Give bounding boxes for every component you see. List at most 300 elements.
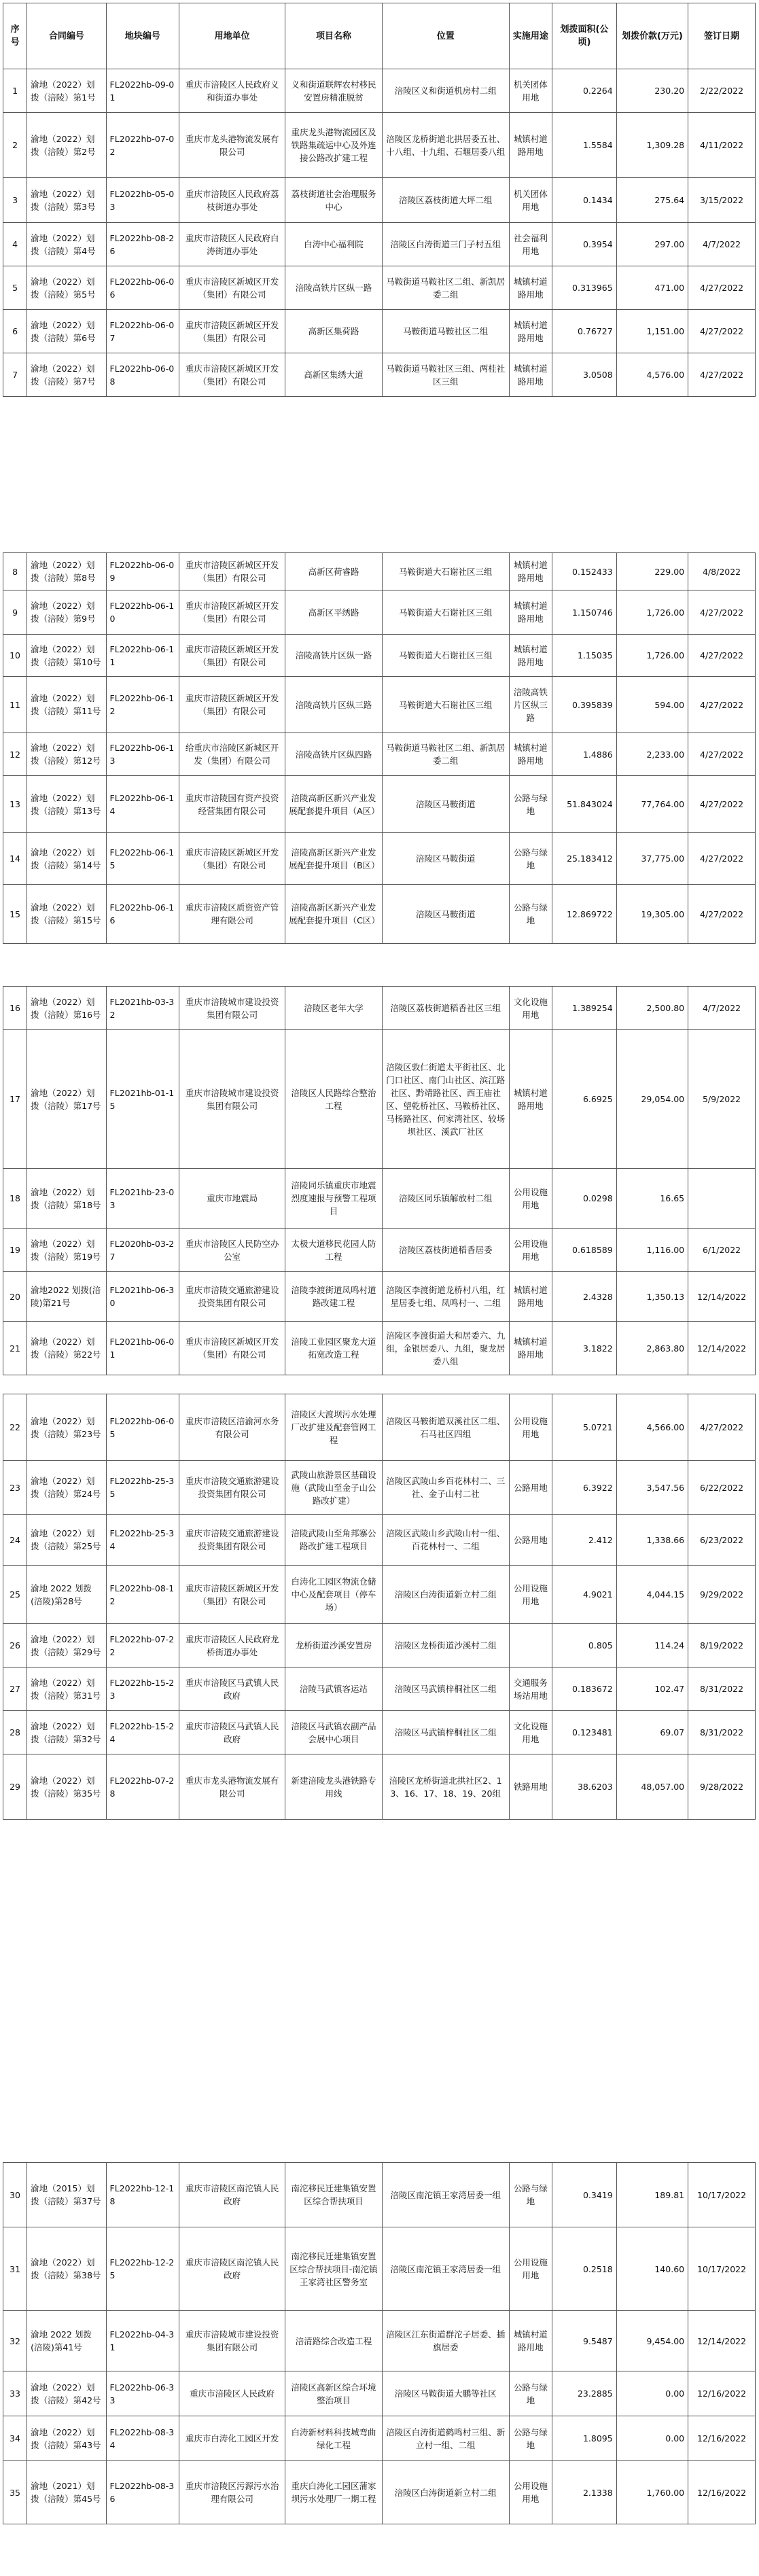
table-row	[3, 776, 756, 833]
cell-price: 1,726.00	[616, 635, 688, 677]
cell-seq: 27	[3, 1668, 27, 1711]
cell-parcel: FL2022hb-08-26	[106, 223, 179, 266]
cell-unit: 重庆市涪陵区人民政府荔枝街道办事处	[179, 178, 285, 223]
cell-price: 77,764.00	[616, 776, 688, 833]
cell-use: 城镇村道路用地	[509, 2311, 552, 2371]
table-row	[3, 223, 756, 266]
cell-location: 马鞍街道马鞍社区三组、两桂社区三组	[382, 353, 509, 397]
cell-location: 涪陵区马鞍街道双溪社区二组、石马社区四组	[382, 1394, 509, 1461]
cell-contract: 渝地（2022）划拨（涪陵）第3号	[27, 178, 106, 223]
cell-parcel: FL2022hb-07-02	[106, 113, 179, 178]
cell-use: 城镇村道路用地	[509, 1030, 552, 1169]
cell-area: 1.4886	[552, 733, 616, 776]
cell-unit: 重庆市龙头港物流发展有限公司	[179, 113, 285, 178]
cell-location: 涪陵区马武镇梓桐社区二组	[382, 1668, 509, 1711]
cell-price: 0.00	[616, 2371, 688, 2416]
land-allocation-table-3	[3, 986, 756, 1375]
cell-contract: 渝地（2021）划拨（涪陵）第45号	[27, 2461, 106, 2524]
cell-project: 涪陵区马武镇农副产品会展中心项目	[285, 1711, 383, 1754]
cell-seq: 29	[3, 1754, 27, 1820]
cell-use: 文化设施用地	[509, 987, 552, 1030]
cell-price: 4,566.00	[616, 1394, 688, 1461]
cell-unit: 重庆市涪陵区人民政府白涛街道办事处	[179, 223, 285, 266]
cell-area: 0.183672	[552, 1668, 616, 1711]
cell-use: 公路与绿地	[509, 2163, 552, 2227]
cell-seq: 20	[3, 1272, 27, 1322]
table-body	[3, 2163, 756, 2524]
cell-use: 公路与绿地	[509, 833, 552, 885]
cell-parcel: FL2022hb-06-07	[106, 310, 179, 353]
cell-use: 城镇村道路用地	[509, 353, 552, 397]
cell-unit: 重庆市涪陵区新城区开发（集团）有限公司	[179, 266, 285, 310]
cell-use: 公路用地	[509, 1515, 552, 1566]
cell-area: 1.389254	[552, 987, 616, 1030]
cell-project: 高新区平绣路	[285, 590, 383, 635]
cell-location: 涪陵区马武镇梓桐社区二组	[382, 1711, 509, 1754]
cell-seq: 24	[3, 1515, 27, 1566]
cell-parcel: FL2022hb-07-22	[106, 1624, 179, 1668]
cell-location: 涪陵区荔枝街道大坪二组	[382, 178, 509, 223]
cell-unit: 重庆市龙头港物流发展有限公司	[179, 1754, 285, 1820]
cell-project: 涪陵同乐镇重庆市地震烈度速报与预警工程项目	[285, 1169, 383, 1229]
cell-price: 297.00	[616, 223, 688, 266]
cell-contract: 渝地（2022）划拨（涪陵）第24号	[27, 1461, 106, 1515]
cell-area: 0.2518	[552, 2227, 616, 2311]
column-header-parcel: 地块编号	[106, 3, 179, 69]
cell-project: 义和街道联辉农村移民安置房精准脱贫	[285, 69, 383, 113]
table-header	[3, 3, 756, 69]
land-allocation-table-4	[3, 1394, 756, 1820]
cell-price: 1,760.00	[616, 2461, 688, 2524]
cell-location: 涪陵区马鞍街道	[382, 833, 509, 885]
cell-location: 涪陵区南沱镇王家湾居委一组	[382, 2227, 509, 2311]
cell-date: 9/29/2022	[688, 1566, 756, 1624]
cell-project: 高新区荷睿路	[285, 553, 383, 590]
cell-date: 8/31/2022	[688, 1668, 756, 1711]
cell-date: 4/27/2022	[688, 833, 756, 885]
table-row	[3, 266, 756, 310]
cell-price: 2,863.80	[616, 1322, 688, 1375]
cell-unit: 重庆市涪陵交通旅游建设投资集团有限公司	[179, 1461, 285, 1515]
table-row	[3, 2416, 756, 2461]
cell-project: 南沱移民迁建集镇安置区综合帮扶项目-南沱镇王家湾社区警务室	[285, 2227, 383, 2311]
table-row	[3, 1229, 756, 1272]
cell-parcel: FL2021hb-23-03	[106, 1169, 179, 1229]
cell-area: 2.412	[552, 1515, 616, 1566]
cell-date: 4/27/2022	[688, 590, 756, 635]
cell-parcel: FL2022hb-12-25	[106, 2227, 179, 2311]
cell-unit: 重庆市涪陵区南沱镇人民政府	[179, 2227, 285, 2311]
cell-location: 涪陵区李渡街道龙桥村八组，红星居委七组、凤鸣村一、二组	[382, 1272, 509, 1322]
cell-date: 4/27/2022	[688, 776, 756, 833]
cell-use: 城镇村道路用地	[509, 635, 552, 677]
cell-location: 涪陵区南沱镇王家湾居委一组	[382, 2163, 509, 2227]
land-allocation-table-1	[3, 3, 756, 397]
cell-unit: 重庆市白涛化工园区开发	[179, 2416, 285, 2461]
cell-price: 1,116.00	[616, 1229, 688, 1272]
cell-use: 公用设施用地	[509, 1229, 552, 1272]
cell-parcel: FL2022hb-09-01	[106, 69, 179, 113]
table-row	[3, 2227, 756, 2311]
column-header-area: 划拨面积(公顷)	[552, 3, 616, 69]
cell-location: 涪陵区武陵山乡百花林村二、三社、金子山村二社	[382, 1461, 509, 1515]
table-row	[3, 1624, 756, 1668]
cell-use: 公路与绿地	[509, 776, 552, 833]
cell-contract: 渝地（2022）划拨（涪陵）第14号	[27, 833, 106, 885]
cell-use: 文化设施用地	[509, 1711, 552, 1754]
column-header-use: 实施用途	[509, 3, 552, 69]
cell-location: 马鞍街道大石谢社区三组	[382, 553, 509, 590]
cell-parcel: FL2020hb-03-27	[106, 1229, 179, 1272]
cell-project: 涪陵高铁片区纵四路	[285, 733, 383, 776]
cell-parcel: FL2022hb-25-35	[106, 1461, 179, 1515]
cell-area: 3.1822	[552, 1322, 616, 1375]
cell-seq: 19	[3, 1229, 27, 1272]
cell-area: 0.3954	[552, 223, 616, 266]
table-row	[3, 69, 756, 113]
cell-date: 4/27/2022	[688, 677, 756, 733]
cell-price: 4,576.00	[616, 353, 688, 397]
cell-contract: 渝地（2022）划拨（涪陵）第7号	[27, 353, 106, 397]
cell-area: 9.5487	[552, 2311, 616, 2371]
cell-parcel: FL2022hb-07-28	[106, 1754, 179, 1820]
cell-date: 10/17/2022	[688, 2163, 756, 2227]
cell-price: 471.00	[616, 266, 688, 310]
table-row	[3, 2311, 756, 2371]
cell-location: 涪陵区白涛街道新立村二组	[382, 2461, 509, 2524]
cell-date: 4/11/2022	[688, 113, 756, 178]
cell-date: 12/14/2022	[688, 1322, 756, 1375]
cell-project: 涪陵马武镇客运站	[285, 1668, 383, 1711]
cell-use: 城镇村道路用地	[509, 590, 552, 635]
cell-date: 6/22/2022	[688, 1461, 756, 1515]
cell-area: 51.843024	[552, 776, 616, 833]
cell-location: 涪陵区龙桥街道北拱居委五社、十八组、十九组、石堰居委八组	[382, 113, 509, 178]
cell-area: 38.6203	[552, 1754, 616, 1820]
cell-area: 12.869722	[552, 885, 616, 944]
table-row	[3, 987, 756, 1030]
cell-project: 涪陵李渡街道凤鸣村道路改建工程	[285, 1272, 383, 1322]
cell-area: 0.313965	[552, 266, 616, 310]
cell-unit: 重庆市涪陵国有资产投资经营集团有限公司	[179, 776, 285, 833]
cell-project: 武陵山旅游景区基础设施（武陵山至金子山公路改扩建）	[285, 1461, 383, 1515]
column-header-project: 项目名称	[285, 3, 383, 69]
cell-seq: 32	[3, 2311, 27, 2371]
cell-price: 2,233.00	[616, 733, 688, 776]
cell-price: 1,726.00	[616, 590, 688, 635]
cell-parcel: FL2022hb-12-18	[106, 2163, 179, 2227]
land-allocation-table-5	[3, 2162, 756, 2524]
cell-parcel: FL2021hb-01-15	[106, 1030, 179, 1169]
cell-unit: 重庆市涪陵区人民政府义和街道办事处	[179, 69, 285, 113]
cell-price: 114.24	[616, 1624, 688, 1668]
cell-date: 4/7/2022	[688, 987, 756, 1030]
header-row	[3, 3, 756, 69]
cell-area: 0.618589	[552, 1229, 616, 1272]
column-header-unit: 用地单位	[179, 3, 285, 69]
cell-unit: 给重庆市涪陵区新城区开发（集团）有限公司	[179, 733, 285, 776]
cell-date: 4/27/2022	[688, 266, 756, 310]
cell-location: 涪陵区武陵山乡武陵山村一组、百花林村一、二组	[382, 1515, 509, 1566]
cell-contract: 渝地（2022）划拨（涪陵）第8号	[27, 553, 106, 590]
cell-parcel: FL2021hb-03-32	[106, 987, 179, 1030]
cell-seq: 30	[3, 2163, 27, 2227]
cell-date: 5/9/2022	[688, 1030, 756, 1169]
cell-use: 铁路用地	[509, 1754, 552, 1820]
cell-price: 102.47	[616, 1668, 688, 1711]
cell-project: 涪陵高铁片区纵一路	[285, 635, 383, 677]
cell-unit: 重庆市涪陵区人民政府	[179, 2371, 285, 2416]
cell-parcel: FL2022hb-15-23	[106, 1668, 179, 1711]
cell-price: 229.00	[616, 553, 688, 590]
cell-price: 4,044.15	[616, 1566, 688, 1624]
cell-project: 涪陵区大渡坝污水处理厂改扩建及配套管网工程	[285, 1394, 383, 1461]
cell-project: 涪陵高铁片区纵一路	[285, 266, 383, 310]
cell-date: 6/23/2022	[688, 1515, 756, 1566]
cell-price: 9,454.00	[616, 2311, 688, 2371]
table-row	[3, 353, 756, 397]
cell-contract: 渝地（2022）划拨（涪陵）第6号	[27, 310, 106, 353]
column-header-date: 签订日期	[688, 3, 756, 69]
cell-area: 1.150746	[552, 590, 616, 635]
cell-contract: 渝地（2022）划拨（涪陵）第38号	[27, 2227, 106, 2311]
cell-location: 马鞍街道大石谢社区三组	[382, 590, 509, 635]
cell-location: 马鞍街道马鞍社区二组、新凯居委二组	[382, 733, 509, 776]
cell-contract: 渝地（2022）划拨（涪陵）第16号	[27, 987, 106, 1030]
cell-project: 涪陵高新区新兴产业发展配套提升项目（B区）	[285, 833, 383, 885]
cell-seq: 25	[3, 1566, 27, 1624]
cell-parcel: FL2022hb-06-12	[106, 677, 179, 733]
cell-project: 涪陵高新区新兴产业发展配套提升项目（C区）	[285, 885, 383, 944]
cell-seq: 17	[3, 1030, 27, 1169]
cell-date: 4/27/2022	[688, 733, 756, 776]
cell-project: 白涛化工园区物流仓储中心及配套项目（停车场）	[285, 1566, 383, 1624]
cell-area: 23.2885	[552, 2371, 616, 2416]
cell-seq: 33	[3, 2371, 27, 2416]
cell-date: 4/7/2022	[688, 223, 756, 266]
cell-seq: 10	[3, 635, 27, 677]
table-row	[3, 733, 756, 776]
cell-unit: 重庆市涪陵区人民政府龙桥街道办事处	[179, 1624, 285, 1668]
cell-project: 白涛中心福利院	[285, 223, 383, 266]
cell-contract: 渝地（2022）划拨（涪陵）第4号	[27, 223, 106, 266]
cell-project: 涪陵武陵山至角邦寨公路改扩建工程项目	[285, 1515, 383, 1566]
cell-price: 37,775.00	[616, 833, 688, 885]
cell-unit: 重庆市涪陵交通旅游建设投资集团有限公司	[179, 1272, 285, 1322]
cell-seq: 6	[3, 310, 27, 353]
cell-use: 公路与绿地	[509, 885, 552, 944]
cell-location: 马鞍街道马鞍社区二组、新凯居委二组	[382, 266, 509, 310]
cell-area: 0.152433	[552, 553, 616, 590]
table-row	[3, 178, 756, 223]
cell-seq: 15	[3, 885, 27, 944]
cell-parcel: FL2022hb-06-11	[106, 635, 179, 677]
cell-date: 4/27/2022	[688, 885, 756, 944]
cell-unit: 重庆市涪陵区涪渝河水务有限公司	[179, 1394, 285, 1461]
cell-contract: 渝地（2022）划拨（涪陵）第29号	[27, 1624, 106, 1668]
cell-use: 城镇村道路用地	[509, 1272, 552, 1322]
cell-use: 公用设施用地	[509, 2227, 552, 2311]
cell-location: 涪陵区白涛街道三门子村五组	[382, 223, 509, 266]
cell-parcel: FL2021hb-06-01	[106, 1322, 179, 1375]
cell-contract: 渝地（2022）划拨（涪陵）第42号	[27, 2371, 106, 2416]
cell-contract: 渝地（2022）划拨（涪陵）第23号	[27, 1394, 106, 1461]
cell-area: 0.805	[552, 1624, 616, 1668]
cell-price: 594.00	[616, 677, 688, 733]
cell-project: 荔枝街道社会治理服务中心	[285, 178, 383, 223]
cell-area: 0.1434	[552, 178, 616, 223]
table-row	[3, 1394, 756, 1461]
cell-seq: 9	[3, 590, 27, 635]
table-row	[3, 677, 756, 733]
cell-parcel: FL2022hb-08-12	[106, 1566, 179, 1624]
cell-parcel: FL2022hb-06-05	[106, 1394, 179, 1461]
cell-use: 交通服务场站用地	[509, 1668, 552, 1711]
cell-unit: 重庆市涪陵区新城区开发（集团）有限公司	[179, 1566, 285, 1624]
cell-area: 25.183412	[552, 833, 616, 885]
cell-seq: 21	[3, 1322, 27, 1375]
cell-date: 4/27/2022	[688, 353, 756, 397]
cell-project: 太极大道移民花园人防工程	[285, 1229, 383, 1272]
cell-parcel: FL2022hb-06-09	[106, 553, 179, 590]
column-header-price: 划拨价款(万元)	[616, 3, 688, 69]
cell-price: 3,547.56	[616, 1461, 688, 1515]
column-header-contract: 合同编号	[27, 3, 106, 69]
cell-unit: 重庆市涪陵区污源污水治理有限公司	[179, 2461, 285, 2524]
table-row	[3, 1566, 756, 1624]
cell-unit: 重庆市涪陵城市建设投资集团有限公司	[179, 987, 285, 1030]
cell-contract: 渝地（2022）划拨（涪陵）第43号	[27, 2416, 106, 2461]
cell-contract: 渝地（2022）划拨（涪陵）第15号	[27, 885, 106, 944]
cell-seq: 5	[3, 266, 27, 310]
cell-project: 南沱移民迁建集镇安置区综合帮扶项目	[285, 2163, 383, 2227]
cell-location: 马鞍街道马鞍社区二组	[382, 310, 509, 353]
table-body	[3, 553, 756, 944]
cell-project: 涪陵高铁片区纵三路	[285, 677, 383, 733]
cell-unit: 重庆市涪陵区马武镇人民政府	[179, 1711, 285, 1754]
table-body	[3, 69, 756, 397]
cell-use	[509, 1624, 552, 1668]
cell-project: 涪陵高新区新兴产业发展配套提升项目（A区）	[285, 776, 383, 833]
table-row	[3, 1711, 756, 1754]
cell-price: 0.00	[616, 2416, 688, 2461]
cell-location: 涪陵区同乐镇解放村二组	[382, 1169, 509, 1229]
cell-parcel: FL2022hb-15-24	[106, 1711, 179, 1754]
cell-contract: 渝地（2022）划拨（涪陵）第9号	[27, 590, 106, 635]
cell-parcel: FL2022hb-06-13	[106, 733, 179, 776]
cell-seq: 34	[3, 2416, 27, 2461]
cell-contract: 渝地（2022）划拨（涪陵）第35号	[27, 1754, 106, 1820]
cell-contract: 渝地（2022）划拨（涪陵）第22号	[27, 1322, 106, 1375]
table-row	[3, 1668, 756, 1711]
cell-seq: 31	[3, 2227, 27, 2311]
cell-contract: 渝地 2022 划拨(涪陵)第41号	[27, 2311, 106, 2371]
cell-project: 新建涪陵龙头港铁路专用线	[285, 1754, 383, 1820]
cell-date: 12/14/2022	[688, 1272, 756, 1322]
cell-parcel: FL2022hb-06-16	[106, 885, 179, 944]
cell-unit: 重庆市涪陵区新城区开发（集团）有限公司	[179, 310, 285, 353]
cell-contract: 渝地（2022）划拨（涪陵）第18号	[27, 1169, 106, 1229]
cell-location: 涪陵区龙桥街道沙溪村二组	[382, 1624, 509, 1668]
table-row	[3, 2371, 756, 2416]
cell-location: 涪陵区马鞍街道	[382, 776, 509, 833]
cell-use: 机关团体用地	[509, 178, 552, 223]
cell-location: 涪陵区马鞍街道大鹏等社区	[382, 2371, 509, 2416]
table-row	[3, 310, 756, 353]
cell-area: 0.123481	[552, 1711, 616, 1754]
table-row	[3, 1030, 756, 1169]
cell-date: 4/27/2022	[688, 1394, 756, 1461]
cell-parcel: FL2021hb-06-30	[106, 1272, 179, 1322]
cell-area: 1.15035	[552, 635, 616, 677]
table-row	[3, 1754, 756, 1820]
cell-area: 0.3419	[552, 2163, 616, 2227]
table-row	[3, 1515, 756, 1566]
cell-use: 城镇村道路用地	[509, 733, 552, 776]
cell-project: 白涛新材料科技城弯曲绿化工程	[285, 2416, 383, 2461]
cell-contract: 渝地 2022 划拨(涪陵)第28号	[27, 1566, 106, 1624]
cell-price: 1,350.13	[616, 1272, 688, 1322]
table-body	[3, 987, 756, 1375]
cell-date: 12/14/2022	[688, 2311, 756, 2371]
cell-seq: 4	[3, 223, 27, 266]
cell-date: 3/15/2022	[688, 178, 756, 223]
table-row	[3, 590, 756, 635]
cell-parcel: FL2022hb-06-10	[106, 590, 179, 635]
cell-seq: 1	[3, 69, 27, 113]
cell-area: 0.0298	[552, 1169, 616, 1229]
cell-contract: 渝地（2015）划拨（涪陵）第37号	[27, 2163, 106, 2227]
cell-seq: 18	[3, 1169, 27, 1229]
cell-price: 29,054.00	[616, 1030, 688, 1169]
land-allocation-table-2	[3, 552, 756, 944]
cell-seq: 16	[3, 987, 27, 1030]
cell-contract: 渝地2022 划拨(涪陵)第21号	[27, 1272, 106, 1322]
cell-parcel: FL2022hb-08-34	[106, 2416, 179, 2461]
cell-unit: 重庆市涪陵区新城区开发（集团）有限公司	[179, 677, 285, 733]
cell-use: 公用设施用地	[509, 1394, 552, 1461]
table-body	[3, 1394, 756, 1820]
cell-seq: 22	[3, 1394, 27, 1461]
cell-use: 公用设施用地	[509, 2461, 552, 2524]
cell-unit: 重庆市涪陵区南沱镇人民政府	[179, 2163, 285, 2227]
cell-seq: 8	[3, 553, 27, 590]
cell-seq: 23	[3, 1461, 27, 1515]
cell-parcel: FL2022hb-05-03	[106, 178, 179, 223]
table-row	[3, 553, 756, 590]
cell-use: 机关团体用地	[509, 69, 552, 113]
cell-unit: 重庆市涪陵交通旅游建设投资集团有限公司	[179, 1515, 285, 1566]
cell-unit: 重庆市涪陵区质资资产管理有限公司	[179, 885, 285, 944]
cell-unit: 重庆市涪陵区新城区开发（集团）有限公司	[179, 353, 285, 397]
table-row	[3, 1272, 756, 1322]
table-row	[3, 2163, 756, 2227]
cell-parcel: FL2022hb-25-34	[106, 1515, 179, 1566]
cell-price: 69.07	[616, 1711, 688, 1754]
cell-use: 城镇村道路用地	[509, 1322, 552, 1375]
cell-date: 2/22/2022	[688, 69, 756, 113]
cell-project: 高新区集荷路	[285, 310, 383, 353]
cell-location: 涪陵区江东街道群沱子居委、插旗居委	[382, 2311, 509, 2371]
cell-unit: 重庆市涪陵区新城区开发（集团）有限公司	[179, 833, 285, 885]
cell-area: 1.5584	[552, 113, 616, 178]
cell-contract: 渝地（2022）划拨（涪陵）第17号	[27, 1030, 106, 1169]
cell-area: 2.4328	[552, 1272, 616, 1322]
cell-seq: 2	[3, 113, 27, 178]
cell-area: 0.76727	[552, 310, 616, 353]
cell-contract: 渝地（2022）划拨（涪陵）第10号	[27, 635, 106, 677]
cell-price: 16.65	[616, 1169, 688, 1229]
